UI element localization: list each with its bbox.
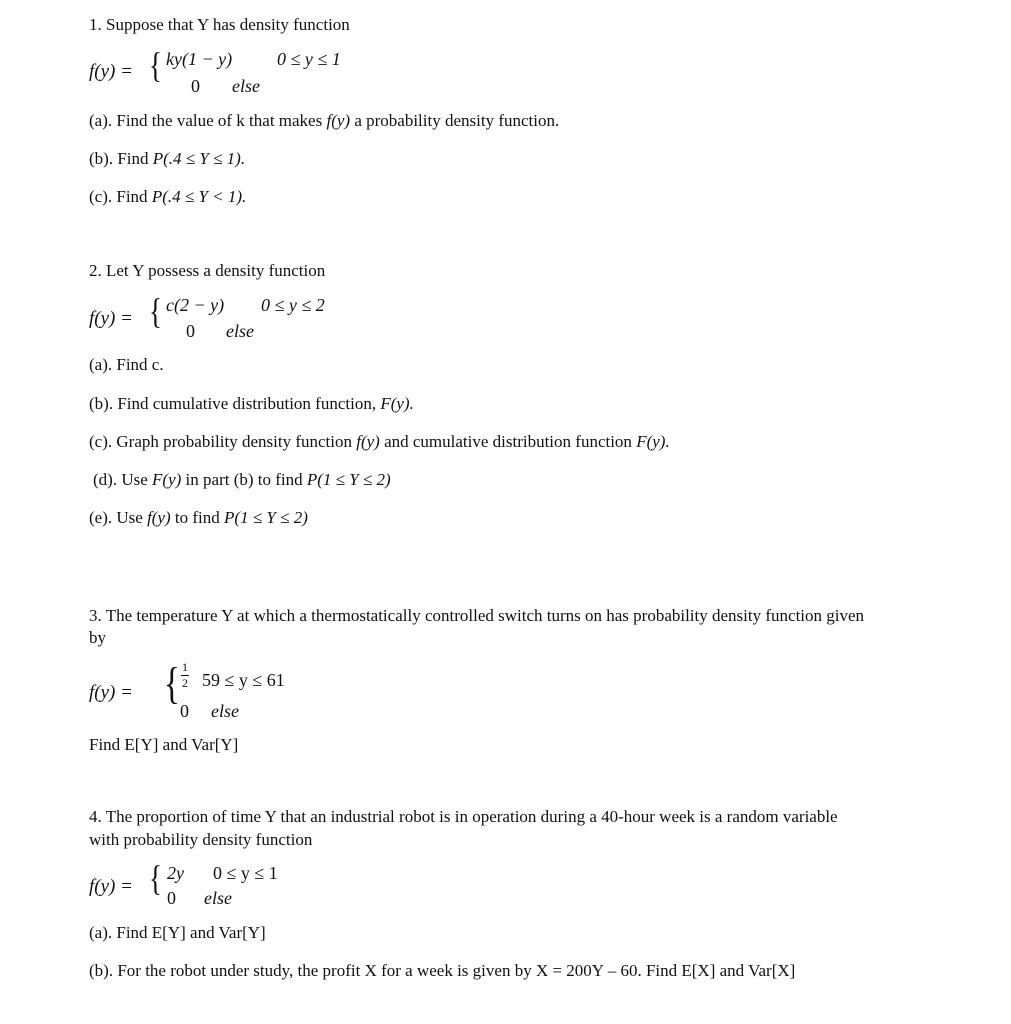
q2-part-b-math: F(y). <box>380 394 414 413</box>
q1-part-a-math: f(y) <box>326 111 351 130</box>
q4-part-a <box>89 923 266 943</box>
q4-part-a-text: Find E[Y] and Var[Y] <box>112 923 266 942</box>
q1-part-c <box>89 187 246 207</box>
q2-part-a-text: Find c. <box>112 355 164 374</box>
q1-lhs: f(y) = <box>89 61 133 82</box>
q2-part-c-math: f(y) <box>356 432 380 451</box>
q1-part-b-math: P(.4 ≤ Y ≤ 1). <box>152 149 246 168</box>
q1-stem: 1. Suppose that Y has density function <box>89 15 350 34</box>
q1-part-a-label: (a). <box>89 111 113 130</box>
q2-part-e-text: Use <box>112 508 148 527</box>
q3-stem-line1: 3. The temperature Y at which a thermostatically controlled switch turns on has probability density function given <box>89 606 865 625</box>
q2-part-c <box>89 432 670 452</box>
q1-part-c-label: (c). <box>89 187 113 206</box>
q2-part-a-label: (a). <box>89 355 113 374</box>
q3-frac-num: 1 <box>182 660 188 674</box>
q2-part-b <box>89 394 414 414</box>
q2-stem: 2. Let Y possess a density function <box>89 261 326 280</box>
q1-part-b-text: Find <box>113 149 153 168</box>
q4-case1-expr: 2y <box>167 863 184 883</box>
q2-part-d-text2: in part (b) to find <box>181 470 307 489</box>
q2-case1-cond: 0 ≤ y ≤ 2 <box>261 295 325 315</box>
q1-brace: { <box>149 45 162 85</box>
q2-part-c-label: (c). <box>89 432 113 451</box>
q4-part-b-text: For the robot under study, the profit X for a week is given by X = 200Y – 60. Find E[X] and Var[X] <box>113 961 796 980</box>
q2-part-e-math2: P(1 ≤ Y ≤ 2) <box>224 508 308 527</box>
q1-case1-expr: ky(1 − y) <box>166 49 233 69</box>
q4-lhs: f(y) = <box>89 876 133 897</box>
q2-brace: { <box>149 291 162 331</box>
q2-part-d-math2: P(1 ≤ Y ≤ 2) <box>306 470 391 489</box>
q2-part-e-label: (e). <box>89 508 113 527</box>
q2-part-b-label: (b). <box>89 394 114 413</box>
q2-case1-expr: c(2 − y) <box>166 295 225 315</box>
q1-case2-cond: else <box>232 76 260 96</box>
q1-case2-expr: 0 <box>191 76 200 96</box>
q4-stem-line2: with probability density function <box>89 830 313 849</box>
q4-part-a-label: (a). <box>89 923 113 942</box>
q4-case1-cond: 0 ≤ y ≤ 1 <box>213 863 278 883</box>
q2-case2-cond: else <box>226 321 254 341</box>
q2-part-d-math: F(y) <box>152 470 182 489</box>
q3-case2-expr: 0 <box>180 701 189 721</box>
q1-part-a <box>89 111 559 131</box>
q1-case1-cond: 0 ≤ y ≤ 1 <box>277 49 341 69</box>
q4-part-b-label: (b). <box>89 961 114 980</box>
q2-part-e <box>89 508 308 528</box>
q1-part-a-text2: a probability density function. <box>350 111 560 130</box>
q1-part-a-text: Find the value of k that makes <box>112 111 327 130</box>
q4-part-b <box>89 961 795 981</box>
q2-lhs: f(y) = <box>89 308 133 329</box>
q3-task: Find E[Y] and Var[Y] <box>89 735 239 754</box>
q4-case2-expr: 0 <box>167 888 176 908</box>
q3-stem-line2: by <box>89 628 106 647</box>
q1-part-b-label: (b). <box>89 149 114 168</box>
q2-part-b-text: Find cumulative distribution function, <box>113 394 381 413</box>
q1-part-c-text: Find <box>112 187 152 206</box>
q2-part-e-text2: to find <box>170 508 225 527</box>
q2-part-c-text: Graph probability density function <box>112 432 357 451</box>
q4-case2-cond: else <box>204 888 232 908</box>
q3-lhs: f(y) = <box>89 682 133 703</box>
q4-brace: { <box>149 858 162 898</box>
q2-part-c-math2: F(y). <box>636 432 670 451</box>
q2-case2-expr: 0 <box>186 321 195 341</box>
q3-case1-cond: 59 ≤ y ≤ 61 <box>202 670 285 690</box>
q2-part-d-text: Use <box>117 470 153 489</box>
q2-part-d-label: (d). <box>93 470 118 489</box>
q3-brace: { <box>164 659 180 708</box>
q2-part-e-math: f(y) <box>147 508 171 527</box>
q3-case2-cond: else <box>211 701 239 721</box>
q1-part-b <box>89 149 245 169</box>
q2-part-a <box>89 355 164 375</box>
q1-part-c-math: P(.4 ≤ Y < 1). <box>151 187 247 206</box>
q4-stem-line1: 4. The proportion of time Y that an industrial robot is in operation during a 40-hour week is a random variable <box>89 807 838 826</box>
q2-part-d <box>93 470 391 490</box>
q2-part-c-text2: and cumulative distribution function <box>379 432 637 451</box>
q3-frac-den: 2 <box>182 676 188 690</box>
